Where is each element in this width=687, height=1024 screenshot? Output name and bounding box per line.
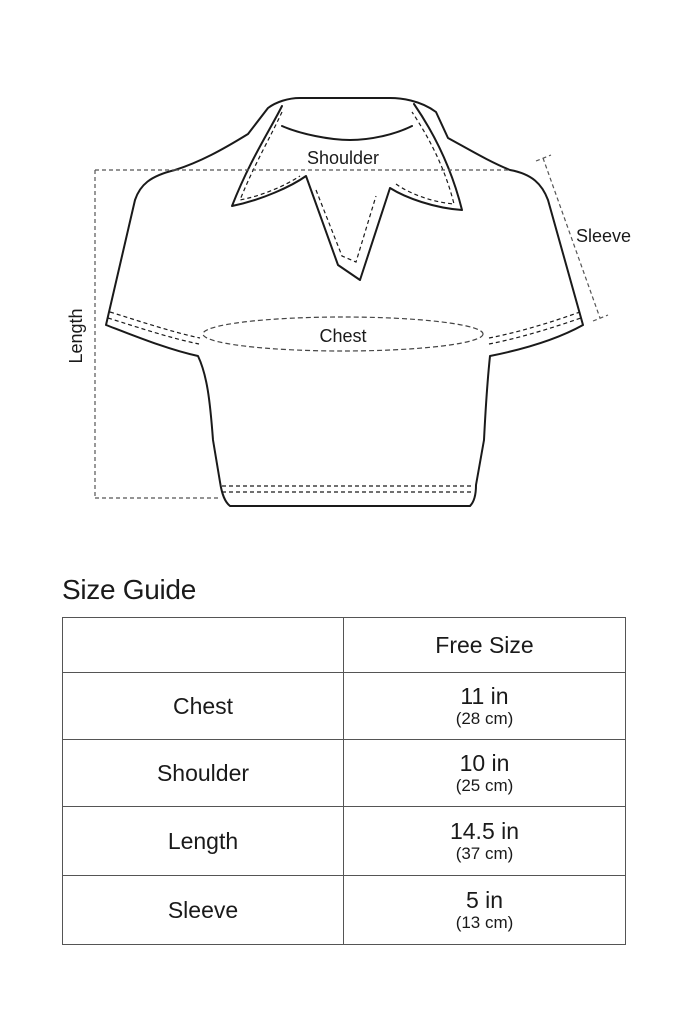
- value-cm: (37 cm): [455, 844, 514, 863]
- table-row: [63, 673, 626, 740]
- sleeve-label: Sleeve: [576, 226, 632, 246]
- table-row: [63, 807, 626, 876]
- right-sleeve-hem-2: [489, 318, 581, 344]
- value-cm: (25 cm): [455, 776, 514, 795]
- table-row: [63, 876, 626, 945]
- row-label: Length: [63, 807, 344, 876]
- left-sleeve-hem: [110, 312, 200, 338]
- value-inches: 5 in: [465, 887, 504, 913]
- chest-label: Chest: [319, 326, 367, 346]
- value-inches: 11 in: [460, 683, 509, 709]
- value-cm: (28 cm): [455, 709, 514, 728]
- row-value: [344, 807, 626, 876]
- size-guide-title: Size Guide: [62, 574, 196, 605]
- size-table: [62, 617, 626, 945]
- collar-stitch: [240, 112, 300, 200]
- value-cm: (13 cm): [455, 913, 514, 932]
- neckline: [282, 126, 412, 140]
- value-inches: 10 in: [459, 750, 510, 776]
- row-label: Shoulder: [63, 740, 344, 807]
- collar: [232, 104, 462, 280]
- header-size-cell: Free Size: [344, 618, 626, 673]
- row-value: [344, 673, 626, 740]
- collar-stitch-right: [396, 112, 454, 204]
- table-row: [63, 740, 626, 807]
- sleeve-tick-bottom: [593, 315, 608, 321]
- length-label: Length: [66, 308, 86, 364]
- row-label: Chest: [63, 673, 344, 740]
- row-value: [344, 876, 626, 945]
- table-header-row: [63, 618, 626, 673]
- value-inches: 14.5 in: [449, 818, 520, 844]
- header-empty-cell: [63, 618, 344, 673]
- row-label: Sleeve: [63, 876, 344, 945]
- row-value: [344, 740, 626, 807]
- shoulder-label: Shoulder: [306, 148, 380, 168]
